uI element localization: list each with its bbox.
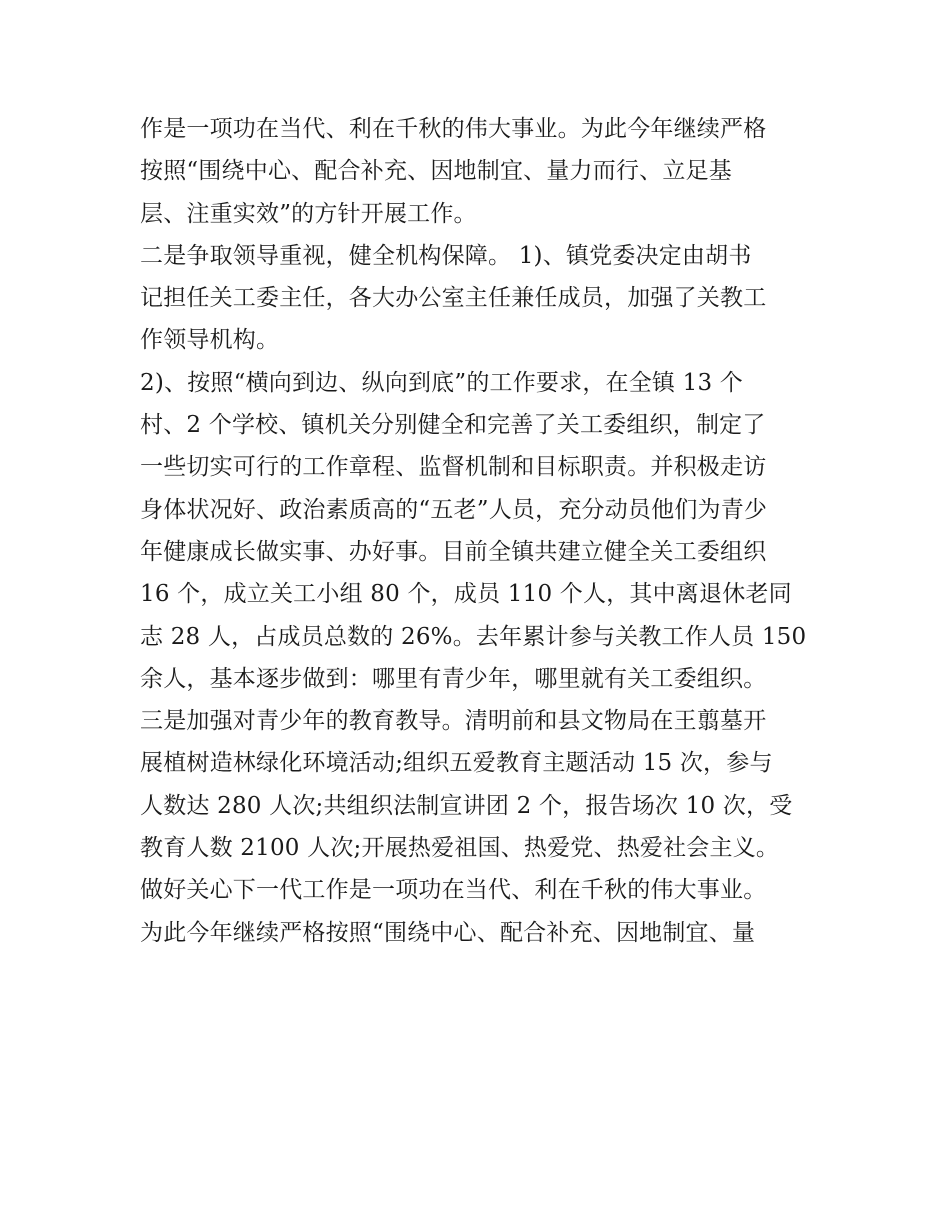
text-line: 16 个，成立关工小组 80 个，成员 110 个人，其中离退休老同 [140, 581, 792, 608]
text-line: 做好关心下一代工作是一项功在当代、利在千秋的伟大事业。 [140, 877, 767, 904]
text-line: 作是一项功在当代、利在千秋的伟大事业。为此今年继续严格 [140, 116, 767, 142]
text-line: 三是加强对青少年的教育教导。清明前和县文物局在王翦墓开 [140, 708, 767, 735]
text-line: 记担任关工委主任，各大办公室主任兼任成员，加强了关教工 [140, 285, 767, 312]
body-text [140, 108, 820, 954]
text-line: 村、2 个学校、镇机关分别健全和完善了关工委组织，制定了 [140, 412, 766, 439]
text-line: 人数达 280 人次;共组织法制宣讲团 2 个，报告场次 10 次，受 [140, 792, 793, 819]
text-line: 志 28 人，占成员总数的 26%。去年累计参与关教工作人员 150 [140, 623, 807, 650]
text-line: 层、注重实效”的方针开展工作。 [140, 200, 477, 227]
text-line: 一些切实可行的工作章程、监督机制和目标职责。并积极走访 [140, 454, 767, 481]
text-line: 作领导机构。 [140, 327, 280, 354]
text-line: 余人，基本逐步做到：哪里有青少年，哪里就有关工委组织。 [140, 665, 767, 692]
text-line: 展植树造林绿化环境活动;组织五爱教育主题活动 15 次，参与 [140, 750, 773, 777]
text-line: 按照“围绕中心、配合补充、因地制宜、量力而行、立足基 [140, 158, 732, 185]
text-line: 2)、按照“横向到边、纵向到底”的工作要求，在全镇 13 个 [140, 369, 744, 396]
text-line: 身体状况好、政治素质高的“五老”人员，充分动员他们为青少 [140, 496, 768, 523]
text-line: 教育人数 2100 人次;开展热爱祖国、热爱党、热爱社会主义。 [140, 835, 780, 862]
text-line: 二是争取领导重视，健全机构保障。 1)、镇党委决定由胡书 [140, 242, 752, 269]
text-line: 为此今年继续严格按照“围绕中心、配合补充、因地制宜、量 [140, 919, 756, 946]
text-line: 年健康成长做实事、办好事。目前全镇共建立健全关工委组织 [140, 538, 767, 565]
